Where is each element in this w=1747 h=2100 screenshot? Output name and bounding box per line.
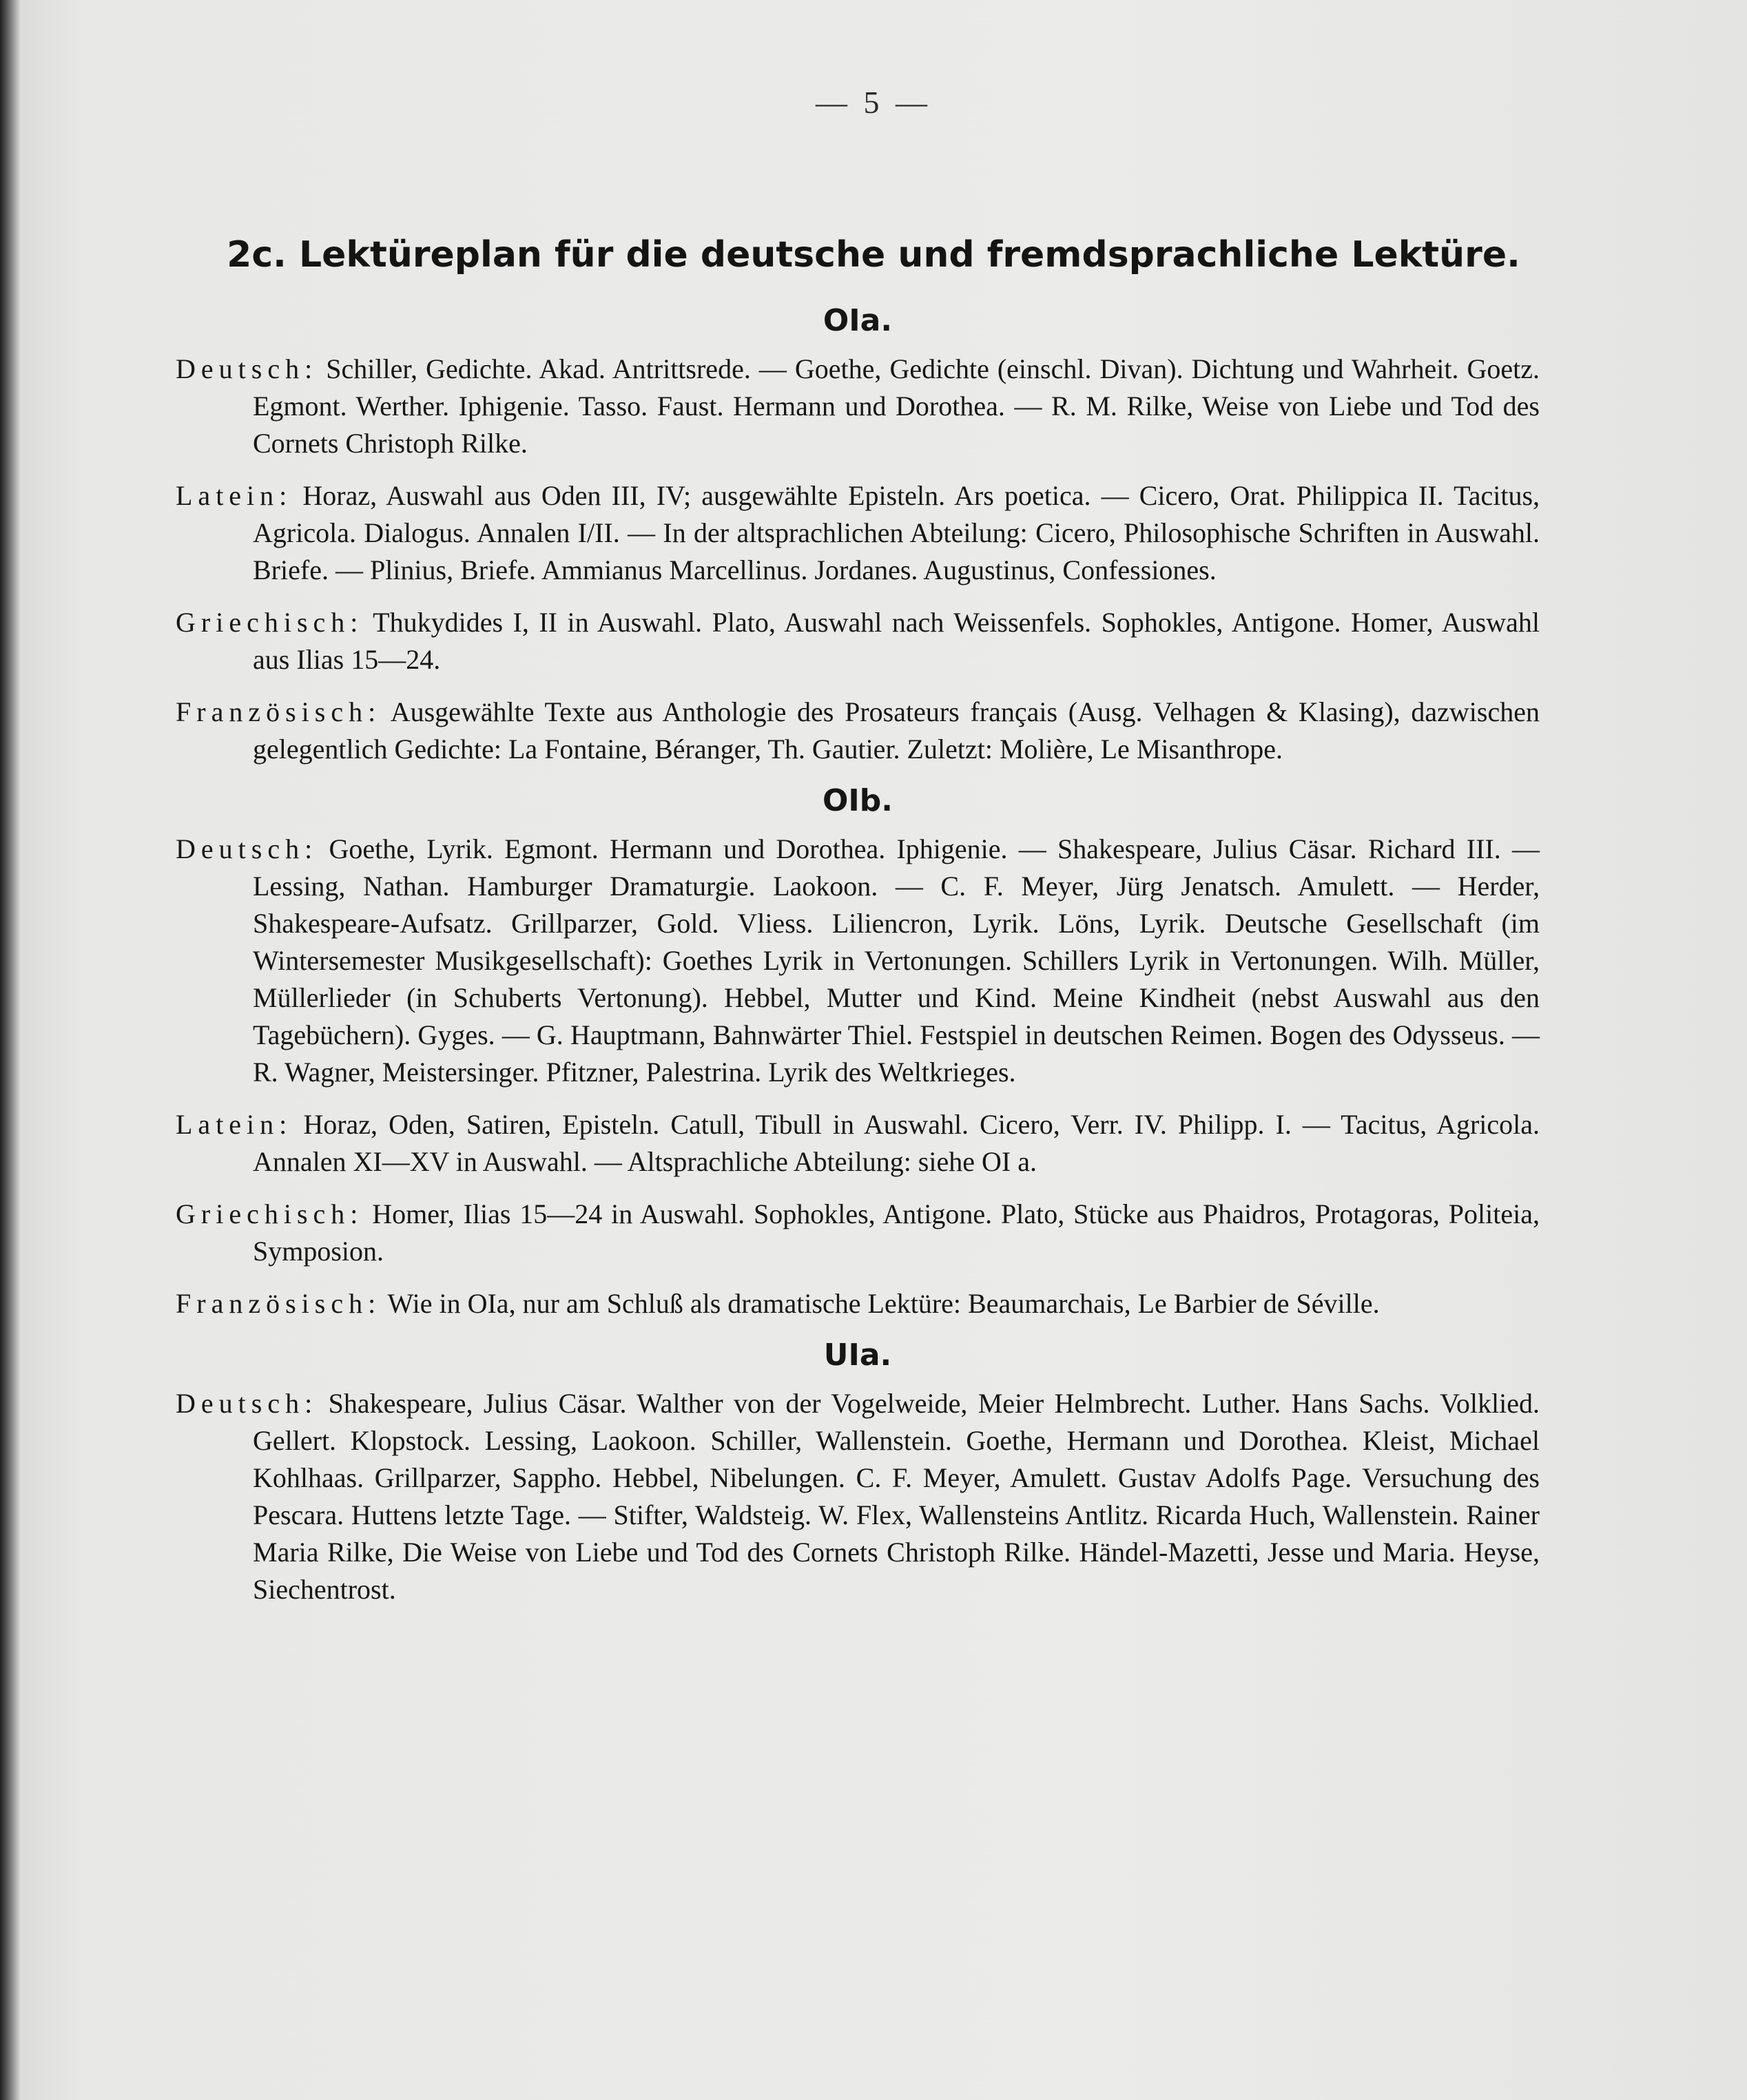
subject-label: Latein: <box>176 1109 293 1140</box>
entry-latein <box>176 477 1540 589</box>
section-uia <box>176 1338 1540 1608</box>
entry-griechisch <box>176 1196 1540 1270</box>
section-heading: UIa. <box>823 1338 892 1373</box>
entry-franzoesisch <box>176 1285 1540 1322</box>
entry-text: Homer, Ilias 15—24 in Auswahl. Sophokles, Antigone. Plato, Stücke aus Phaidros, Protagoras, Politeia, Symposion. <box>253 1198 1540 1267</box>
reading-plan <box>176 303 1540 1623</box>
subject-label: Griechisch: <box>176 607 364 638</box>
entry-deutsch <box>176 351 1540 462</box>
entry-text: Schiller, Gedichte. Akad. Antrittsrede. — Goethe, Gedichte (einschl. Divan). Dichtung und Wahrheit. Goetz. Egmont. Werther. Iphigenie. Tasso. Faust. Hermann und Dorothea. — R. M. Rilke, Weise von Liebe und Tod des Cornets Christoph Rilke. <box>253 353 1540 459</box>
entry-text: Goethe, Lyrik. Egmont. Hermann und Dorothea. Iphigenie. — Shakespeare, Julius Cäsar. Richard III. — Lessing, Nathan. Hamburger Dramaturgie. Laokoon. — C. F. Meyer, Jürg Jenatsch. Amulett. — Herder, Shakespeare-Aufsatz. Grillparzer, Gold. Vliess. Liliencron, Lyrik. Löns, Lyrik. Deutsche Gesellschaft (im Wintersemester Musikgesellschaft): Goethes Lyrik in Vertonungen. Schillers Lyrik in Vertonungen. Wilh. Müller, Müllerlieder (in Schuberts Vertonung). Hebbel, Mutter und Kind. Meine Kindheit (nebst Auswahl aus den Tagebüchern). Gyges. — G. Hauptmann, Bahnwärter Thiel. Festspiel in deutschen Reimen. Bogen des Odysseus. — R. Wagner, Meistersinger. Pfitzner, Palestrina. Lyrik des Weltkrieges. <box>253 833 1540 1088</box>
entry-deutsch <box>176 831 1540 1091</box>
entry-deutsch <box>176 1385 1540 1608</box>
section-oia <box>176 303 1540 768</box>
section-oib <box>176 783 1540 1322</box>
page-title: 2c. Lektüreplan für die deutsche und fremdsprachliche Lektüre. <box>227 234 1520 276</box>
subject-label: Französisch: <box>176 696 382 727</box>
entry-latein <box>176 1106 1540 1181</box>
entry-griechisch <box>176 604 1540 678</box>
subject-label: Deutsch: <box>176 1388 318 1419</box>
page-number: — 5 — <box>816 85 931 120</box>
entry-text: Thukydides I, II in Auswahl. Plato, Auswahl nach Weissenfels. Sophokles, Antigone. Homer, Auswahl aus Ilias 15—24. <box>253 607 1540 675</box>
section-heading: OIa. <box>823 303 893 338</box>
entry-text: Horaz, Auswahl aus Oden III, IV; ausgewählte Episteln. Ars poetica. — Cicero, Orat. Philippica II. Tacitus, Agricola. Dialogus. Annalen I/II. — In der altsprachlichen Abteilung: Cicero, Philosophische Schriften in Auswahl. Briefe. — Plinius, Briefe. Ammianus Marcellinus. Jordanes. Augustinus, Confessiones. <box>253 480 1540 585</box>
subject-label: Deutsch: <box>176 833 318 864</box>
entry-text: Shakespeare, Julius Cäsar. Walther von der Vogelweide, Meier Helmbrecht. Luther. Hans Sachs. Volklied. Gellert. Klopstock. Lessing, Laokoon. Schiller, Wallenstein. Goethe, Hermann und Dorothea. Kleist, Michael Kohlhaas. Grillparzer, Sappho. Hebbel, Nibelungen. C. F. Meyer, Amulett. Gustav Adolfs Page. Versuchung des Pescara. Huttens letzte Tage. — Stifter, Waldsteig. W. Flex, Wallensteins Antlitz. Ricarda Huch, Wallenstein. Rainer Maria Rilke, Die Weise von Liebe und Tod des Cornets Christoph Rilke. Händel-Mazetti, Jesse und Maria. Heyse, Siechentrost. <box>253 1388 1540 1605</box>
entry-franzoesisch <box>176 694 1540 768</box>
entry-text: Ausgewählte Texte aus Anthologie des Prosateurs français (Ausg. Velhagen & Klasing), dazwischen gelegentlich Gedichte: La Fontaine, Béranger, Th. Gautier. Zuletzt: Molière, Le Misanthrope. <box>253 696 1540 765</box>
entry-text: Wie in OIa, nur am Schluß als dramatische Lektüre: Beaumarchais, Le Barbier de Séville. <box>387 1288 1380 1319</box>
subject-label: Latein: <box>176 480 293 511</box>
subject-label: Französisch: <box>176 1288 382 1319</box>
entry-text: Horaz, Oden, Satiren, Episteln. Catull, Tibull in Auswahl. Cicero, Verr. IV. Philipp. I. — Tacitus, Agricola. Annalen XI—XV in Auswahl. — Altsprachliche Abteilung: siehe OI a. <box>253 1109 1540 1177</box>
subject-label: Deutsch: <box>176 353 318 384</box>
subject-label: Griechisch: <box>176 1198 364 1229</box>
section-heading: OIb. <box>823 783 893 818</box>
